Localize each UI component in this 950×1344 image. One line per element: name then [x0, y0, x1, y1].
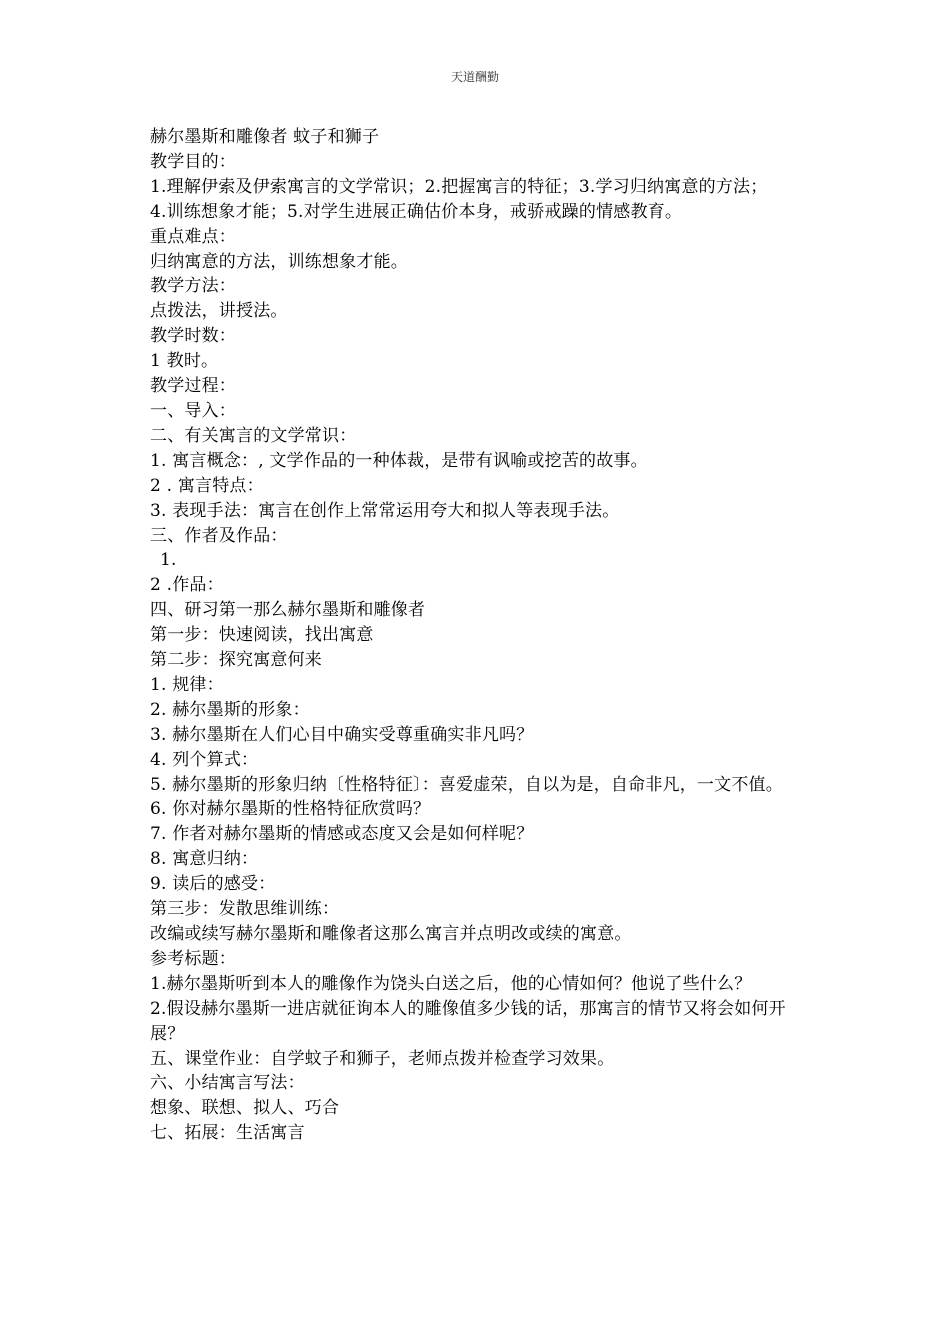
paragraph: 2 .作品：	[150, 575, 224, 596]
paragraph: 8. 寓意归纳：	[150, 849, 259, 870]
paragraph: 四、研习第一那么赫尔墨斯和雕像者	[150, 600, 426, 621]
paragraph: 1. 规律：	[150, 674, 224, 695]
document-title: 赫尔墨斯和雕像者 蚊子和狮子	[150, 127, 380, 147]
paragraph: 1 教时。	[150, 351, 219, 372]
paragraph: 六、小结寓言写法：	[150, 1073, 305, 1094]
paragraph: 4.训练想象才能；5.对学生进展正确估价本身，戒骄戒躁的情感教育。	[150, 201, 683, 222]
paragraph: 五、课堂作业：自学蚊子和狮子，老师点拨并检查学习效果。	[150, 1048, 615, 1069]
paragraph: 1.赫尔墨斯听到本人的雕像作为饶头白送之后，他的心情如何？他说了些什么？	[150, 973, 752, 994]
document-body	[150, 125, 802, 1146]
paragraph: 9. 读后的感受：	[150, 874, 276, 895]
paragraph: 点拨法，讲授法。	[150, 301, 288, 322]
page-header: 天道酬勤	[450, 70, 499, 84]
paragraph: 第三步：发散思维训练：	[150, 899, 340, 920]
paragraph: 一、导入：	[150, 400, 236, 421]
paragraph: 二、有关寓言的文学常识：	[150, 425, 357, 446]
section-heading: 教学过程：	[150, 376, 236, 397]
section-heading: 教学方法：	[150, 276, 236, 297]
paragraph: 4. 列个算式：	[150, 749, 259, 770]
paragraph: 2. 赫尔墨斯的形象：	[150, 699, 310, 720]
paragraph: 1.理解伊索及伊索寓言的文学常识；2.把握寓言的特征；3.学习归纳寓意的方法；	[150, 176, 768, 197]
paragraph: 想象、联想、拟人、巧合	[150, 1098, 340, 1119]
paragraph: 2 . 寓言特点：	[150, 475, 264, 496]
section-heading: 教学时数：	[150, 326, 236, 347]
paragraph: 5. 赫尔墨斯的形象归纳〔性格特征〕：喜爱虚荣，自以为是，自命非凡，一文不值。	[150, 774, 783, 795]
paragraph: 七、拓展：生活寓言	[150, 1123, 305, 1144]
paragraph: 参考标题：	[150, 948, 236, 969]
section-heading: 教学目的：	[150, 151, 236, 172]
paragraph: 7. 作者对赫尔墨斯的情感或态度又会是如何样呢？	[150, 824, 534, 845]
paragraph: 第一步：快速阅读，找出寓意	[150, 625, 374, 646]
paragraph: 改编或续写赫尔墨斯和雕像者这那么寓言并点明改或续的寓意。	[150, 924, 632, 944]
paragraph: 6. 你对赫尔墨斯的性格特征欣赏吗？	[150, 799, 431, 820]
paragraph: 三、作者及作品：	[150, 525, 288, 546]
paragraph: 第二步：探究寓意何来	[150, 650, 322, 671]
paragraph: 归纳寓意的方法，训练想象才能。	[150, 251, 408, 272]
paragraph: 3. 表现手法：寓言在创作上常常运用夸大和拟人等表现手法。	[150, 500, 620, 521]
section-heading: 重点难点：	[150, 226, 236, 247]
paragraph: 1.	[160, 550, 177, 571]
paragraph: 1. 寓言概念：, 文学作品的一种体裁，是带有讽喻或挖苦的故事。	[150, 450, 648, 471]
paragraph: 2.假设赫尔墨斯一进店就征询本人的雕像值多少钱的话，那寓言的情节又将会如何开展？	[150, 998, 786, 1044]
paragraph: 3. 赫尔墨斯在人们心目中确实受尊重确实非凡吗？	[150, 724, 534, 745]
